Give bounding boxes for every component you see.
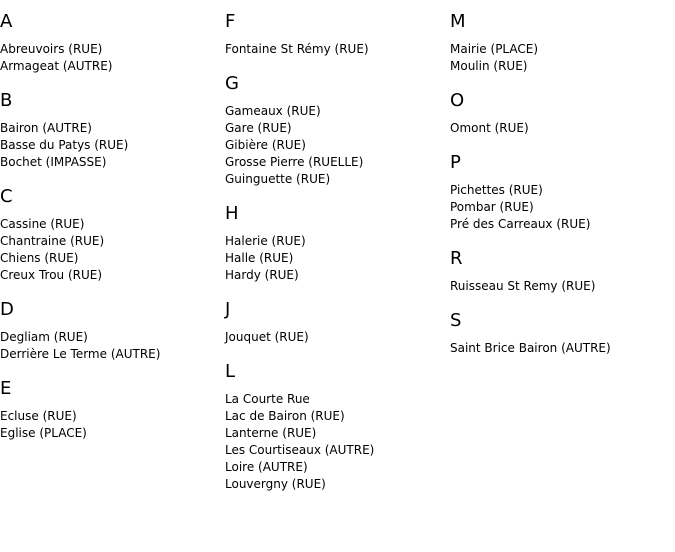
street-list (450, 182, 611, 233)
letter-heading: H (225, 203, 239, 224)
street-item[interactable]: Hardy (RUE) (225, 268, 299, 282)
street-item[interactable]: Bairon (AUTRE) (0, 121, 92, 135)
street-item[interactable]: Jouquet (RUE) (225, 330, 309, 344)
letter-group (225, 203, 374, 284)
letter-heading: A (0, 11, 13, 32)
street-list (225, 329, 374, 346)
street-item[interactable]: Gameaux (RUE) (225, 104, 321, 118)
letter-heading: M (450, 11, 466, 32)
street-list (0, 41, 160, 75)
letter-group (0, 186, 160, 284)
letter-heading: D (0, 299, 14, 320)
index-column-3 (450, 0, 611, 372)
street-list (225, 233, 374, 284)
street-item[interactable]: Guinguette (RUE) (225, 172, 331, 186)
street-item[interactable]: Halerie (RUE) (225, 234, 306, 248)
letter-group (450, 90, 611, 137)
street-item[interactable]: Omont (RUE) (450, 121, 529, 135)
letter-group (0, 299, 160, 363)
street-item[interactable]: Chiens (RUE) (0, 251, 79, 265)
street-list (450, 41, 611, 75)
letter-heading: F (225, 11, 236, 32)
letter-heading: C (0, 186, 13, 207)
letter-heading: P (450, 152, 461, 173)
street-item[interactable]: Lac de Bairon (RUE) (225, 409, 345, 423)
letter-heading: O (450, 90, 465, 111)
street-item[interactable]: Loire (AUTRE) (225, 460, 308, 474)
street-item[interactable]: Degliam (RUE) (0, 330, 88, 344)
letter-group (0, 90, 160, 171)
street-item[interactable]: Derrière Le Terme (AUTRE) (0, 347, 161, 361)
street-list (0, 120, 160, 171)
letter-group (0, 378, 160, 442)
letter-group (450, 310, 611, 357)
street-item[interactable]: Lanterne (RUE) (225, 426, 317, 440)
street-list (0, 216, 160, 284)
letter-group (225, 361, 374, 493)
street-item[interactable]: Abreuvoirs (RUE) (0, 42, 103, 56)
street-item[interactable]: Basse du Patys (RUE) (0, 138, 129, 152)
letter-heading: E (0, 378, 12, 399)
street-item[interactable]: Fontaine St Rémy (RUE) (225, 42, 369, 56)
street-list (450, 278, 611, 295)
letter-heading: J (225, 299, 231, 320)
letter-heading: S (450, 310, 462, 331)
street-item[interactable]: Creux Trou (RUE) (0, 268, 103, 282)
letter-heading: L (225, 361, 236, 382)
street-item[interactable]: Les Courtiseaux (AUTRE) (225, 443, 375, 457)
street-item[interactable]: Chantraine (RUE) (0, 234, 105, 248)
street-item[interactable]: Pombar (RUE) (450, 200, 534, 214)
letter-group (0, 11, 160, 75)
letter-group (225, 11, 374, 58)
street-list (225, 41, 374, 58)
street-list (450, 120, 611, 137)
street-item[interactable]: La Courte Rue (225, 392, 310, 406)
street-list (0, 408, 160, 442)
index-column-2 (225, 0, 374, 508)
street-item[interactable]: Moulin (RUE) (450, 59, 528, 73)
street-item[interactable]: Saint Brice Bairon (AUTRE) (450, 341, 611, 355)
letter-group (450, 248, 611, 295)
street-list (225, 103, 374, 188)
street-list (0, 329, 160, 363)
street-item[interactable]: Mairie (PLACE) (450, 42, 539, 56)
letter-heading: G (225, 73, 239, 94)
letter-group (450, 152, 611, 233)
index-column-1 (0, 0, 160, 457)
letter-group (225, 299, 374, 346)
street-item[interactable]: Eglise (PLACE) (0, 426, 87, 440)
street-item[interactable]: Louvergny (RUE) (225, 477, 326, 491)
street-list (225, 391, 374, 493)
street-item[interactable]: Halle (RUE) (225, 251, 294, 265)
letter-heading: R (450, 248, 463, 269)
street-item[interactable]: Ruisseau St Remy (RUE) (450, 279, 596, 293)
letter-group (225, 73, 374, 188)
letter-group (450, 11, 611, 75)
street-item[interactable]: Bochet (IMPASSE) (0, 155, 107, 169)
letter-heading: B (0, 90, 13, 111)
street-item[interactable]: Cassine (RUE) (0, 217, 85, 231)
street-item[interactable]: Armageat (AUTRE) (0, 59, 113, 73)
street-item[interactable]: Pichettes (RUE) (450, 183, 543, 197)
street-list (450, 340, 611, 357)
street-item[interactable]: Gibière (RUE) (225, 138, 306, 152)
street-item[interactable]: Pré des Carreaux (RUE) (450, 217, 591, 231)
street-item[interactable]: Gare (RUE) (225, 121, 292, 135)
street-item[interactable]: Grosse Pierre (RUELLE) (225, 155, 364, 169)
street-item[interactable]: Ecluse (RUE) (0, 409, 77, 423)
